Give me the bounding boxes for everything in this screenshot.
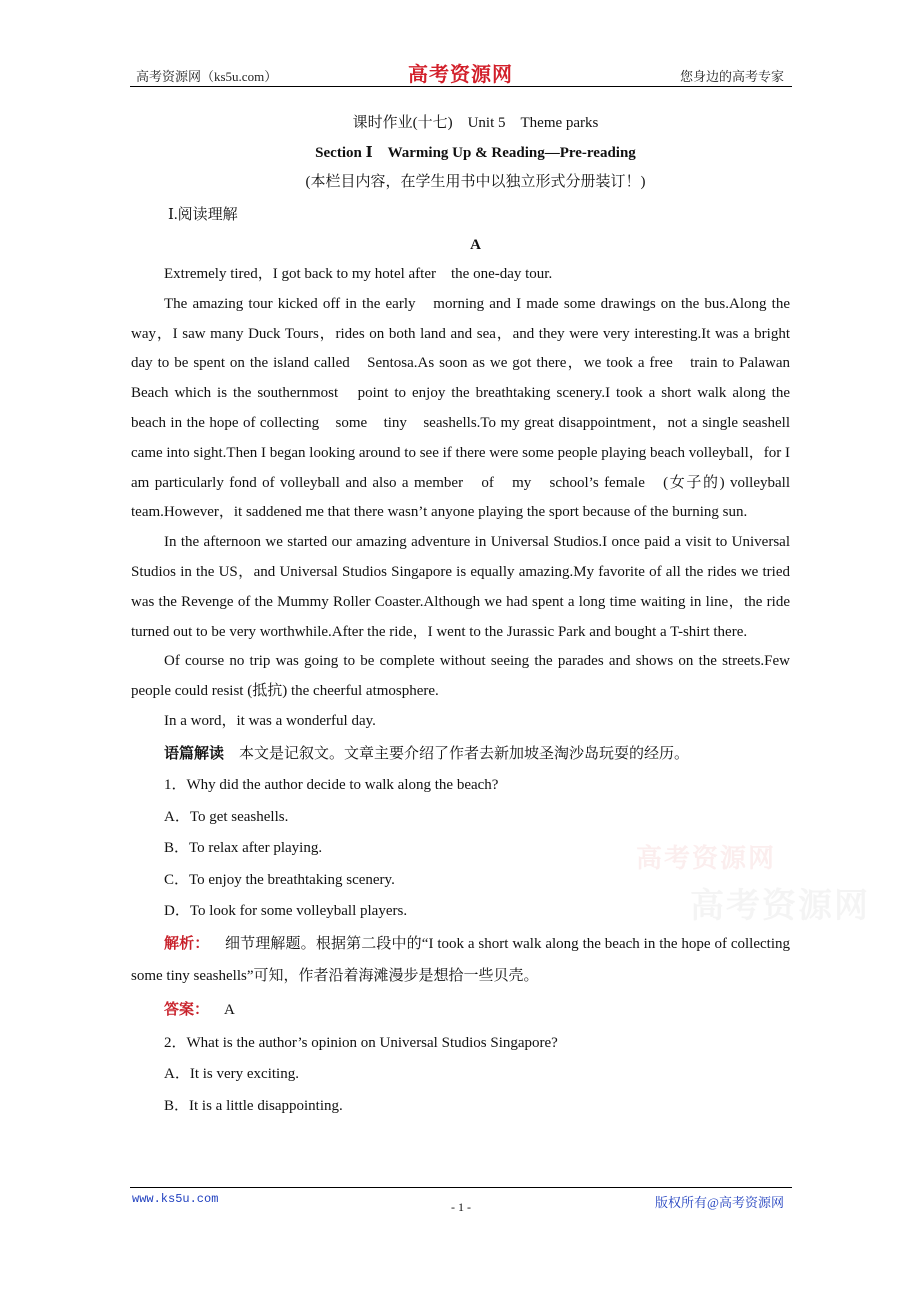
- footer-link[interactable]: www.ks5u.com: [132, 1192, 219, 1206]
- page-footer: [130, 1187, 792, 1218]
- header-site-name: 高考资源网（ks5u.com）: [136, 69, 278, 84]
- passage-label: A: [470, 237, 481, 253]
- section-title: Section Ⅰ Warming Up & Reading—Pre-reading: [315, 145, 636, 161]
- passage-paragraph-5: In a word，it was a wonderful day.: [164, 712, 376, 729]
- explanation-label: 解析：: [164, 935, 210, 952]
- question-2-option-b: B．It is a little disappointing.: [164, 1097, 343, 1114]
- header-logo: 高考资源网: [408, 62, 513, 86]
- question-1-option-c: C．To enjoy the breathtaking scenery.: [164, 871, 395, 888]
- reading-section-heading: Ⅰ.阅读理解: [168, 207, 238, 223]
- passage-paragraph-2: The amazing tour kicked off in the early morning and I made some drawings on the bus.Along the way，I saw many Duck Tours，rides on both land and sea，and they were very interesting.It was a bright day to be spent on the island called Sentosa.As soon as we got there，we took a free train to Palawan Beach which is the southernmost point to enjoy the breathtaking scenery.I took a short walk along the beach in the hope of collecting some tiny seashells.To my great disappointment，not a single seashell came into sight.Then I began looking around to see if there were some people playing beach volleyball，for I am particularly fond of volleyball and also a member of my school’s female (女子的) volleyball team.However，it saddened me that there wasn’t anyone playing the sport because of the burning sun.: [131, 295, 790, 521]
- summary-label: 语篇解读: [164, 745, 225, 762]
- header-slogan: 您身边的高考专家: [679, 69, 784, 84]
- watermark-logo: 高考资源网: [636, 844, 777, 874]
- summary-text: 本文是记叙文。文章主要介绍了作者去新加坡圣淘沙岛玩耍的经历。: [239, 745, 690, 762]
- explanation-text: 细节理解题。根据第二段中的“I took a short walk along the beach in the hope of collecting some tiny seashells”可知，作者沿着海滩漫步是想拾一些贝壳。: [131, 935, 790, 984]
- passage-summary: [164, 739, 790, 771]
- question-1-option-d: D．To look for some volleyball players.: [164, 903, 408, 920]
- answer-label: 答案：: [164, 1001, 210, 1018]
- passage-paragraph-3: In the afternoon we started our amazing adventure in Universal Studios.I once paid a visit to Universal Studios in the US，and Universal Studios Singapore is equally amazing.My favorite of all the rides we tried was the Revenge of the Mummy Roller Coaster.Although we had spent a long time waiting in line，the ride turned out to be very worthwhile.After the ride，I went to the Jurassic Park and bought a T-shirt there.: [131, 534, 790, 640]
- page-header: [130, 58, 792, 87]
- question-1-explanation: [131, 928, 790, 992]
- question-1-answer: [164, 992, 790, 1028]
- document-body: [131, 108, 790, 1122]
- answer-value: A: [224, 1001, 235, 1018]
- passage-paragraph-4: Of course no trip was going to be complete without seeing the parades and shows on the streets.Few people could resist (抵抗) the cheerful atmosphere.: [131, 653, 790, 700]
- question-2-option-a: A．It is very exciting.: [164, 1066, 299, 1083]
- question-1-option-b: B．To relax after playing.: [164, 840, 323, 857]
- binding-note: (本栏目内容，在学生用书中以独立形式分册装订！): [305, 174, 646, 190]
- assignment-title: 课时作业(十七) Unit 5 Theme parks: [352, 115, 599, 131]
- page-number: - 1 -: [451, 1200, 471, 1214]
- question-2: 2．What is the author’s opinion on Universal Studios Singapore?: [164, 1034, 558, 1051]
- question-1-option-a: A．To get seashells.: [164, 808, 289, 825]
- footer-copyright[interactable]: 版权所有@高考资源网: [655, 1195, 784, 1210]
- watermark-logo-large: 高考资源网: [690, 886, 870, 926]
- question-1: 1．Why did the author decide to walk along the beach?: [164, 777, 499, 794]
- passage-paragraph-1: Extremely tired，I got back to my hotel after the one-day tour.: [164, 266, 553, 282]
